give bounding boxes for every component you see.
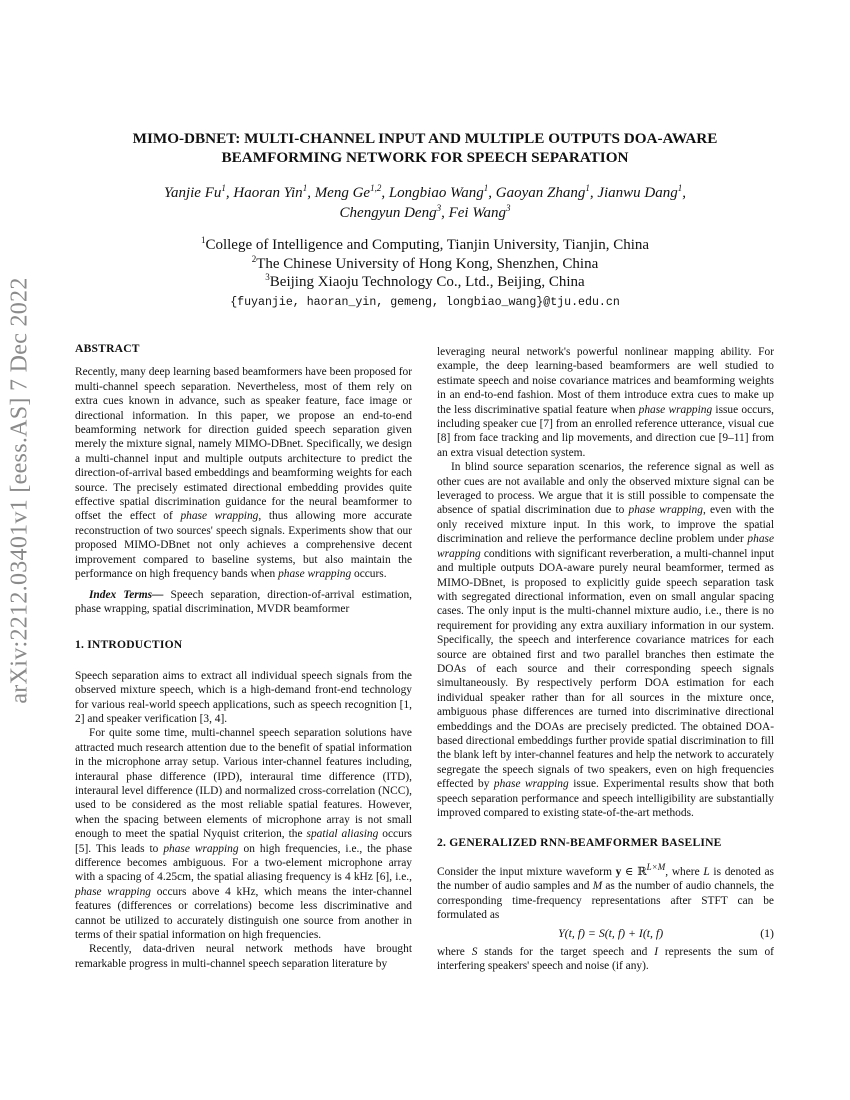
author-name: Haoran Yin [233,185,303,201]
intro-text: , even with the only received mixture input. In this work, to improve the spatial discrimination and relieve the performance decline problem under [437,504,775,546]
math-symbol: M [592,880,603,893]
equation-1-formula: Y(t, f) = S(t, f) + I(t, f) [558,926,664,941]
intro-paragraph-3-cont [437,345,774,460]
intro-text: In blind source separation scenarios, the reference signal as well as other cues are not available and only the observed mixture signal can be leveraged to process. We argue that it is still possible to compensate the absence of spatial discrimination due to [437,461,774,517]
author-sup: 1 [302,183,308,193]
author-email: {fuyanjie, haoran_yin, gemeng, longbiao_wang}@tju.edu.cn [230,295,620,309]
intro-em: spatial aliasing [306,828,379,841]
author-name: Longbiao Wang [388,185,484,201]
intro-paragraph-1: Speech separation aims to extract all individual speech signals from the observed mixture speech, which is a high-demand front-end technology for various real-world speech applications, such as speech recognition [1, 2] and speaker verification [3, 4]. [75,669,412,725]
abstract-em: phase wrapping [180,510,259,523]
intro-paragraph-3: Recently, data-driven neural network methods have brought remarkable progress in multi-channel speech separation literature by [75,943,412,970]
intro-paragraph-4 [437,460,774,820]
intro-text: on high frequencies, i.e., the phase difference becomes ambiguous. For a two-element microphone array with a spacing of 4.25cm, the spatial aliasing frequency is 4 kHz [6], i.e., [75,842,412,884]
intro-text: issue occurs, including speaker cue [7] from an enrolled reference utterance, visual cue [8] from face tracking and lip movements, and direction cue [9–11] from an extra visual detection system. [437,403,775,459]
right-column [437,345,774,974]
section2-paragraph-1 [437,862,774,923]
affil-sup: 2 [251,253,257,264]
index-terms-label: Index Terms— [89,588,164,601]
author-name: Chengyun Deng [339,205,437,221]
math-symbol: L [703,865,710,878]
intro-em: phase wrapping [493,778,569,791]
equation-1-number: (1) [760,926,774,941]
title-line-1: MIMO-DBNET: MULTI-CHANNEL INPUT AND MULTIPLE OUTPUTS DOA-AWARE [132,130,718,147]
equation-1 [437,926,774,940]
arxiv-stamp [3,276,37,704]
abstract-heading: ABSTRACT [75,342,140,355]
intro-em: phase wrapping [75,885,151,898]
affiliation-1 [60,236,790,255]
section2-text: represents the sum of interfering speakers' speech and noise (if any). [437,945,774,973]
author-name: Meng Ge [314,185,371,201]
author-list [60,183,790,223]
author-name: Fei Wang [448,205,506,221]
author-sup: 1,2 [370,183,382,193]
math-symbol: y [615,865,622,878]
intro-heading: 1. INTRODUCTION [75,638,183,652]
intro-em: phase wrapping [628,504,703,517]
author-sup: 1 [221,183,226,193]
abstract-em: phase wrapping [278,568,352,581]
affil-text: Beijing Xiaoju Technology Co., Ltd., Beijing, China [269,274,585,290]
author-name: Yanjie Fu [163,185,222,201]
author-line-1: Yanjie Fu$^1$, Haoran Yin$^1$, Meng Ge$^{1,2}$, Longbiao Wang$^1$, Gaoyan Zhang$^1$, Jianwu Dang$^1$, [163,183,686,201]
abstract-text: occurs. [351,568,387,581]
section2-text: stands for the target speech and [477,945,655,958]
section2-paragraph-2 [437,945,774,974]
abstract-body [75,365,412,581]
affil-sup: 3 [265,272,270,282]
intro-text: For quite some time, multi-channel speech separation solutions have attracted much research attention due to the benefit of spatial information in the microphone array setup. Various inter-channel features including, interaural phase difference (IPD), interaural time difference (ITD), interaural level difference (ILD) and normalized cross-correlation (NCC), used to be considered as the most reliable spatial features. However, when the spacing between elements of microphone array is not small enough to meet the spatial Nyquist criterion, the [75,727,412,841]
section2-text: Consider the input mixture waveform [437,865,616,878]
author-name: Jianwu Dang [597,185,678,201]
abstract-text: , thus allowing more accurate reconstruction of two sources' speech signals. Experiments show that our proposed MIMO-DBnet not only achieves a comprehensive decent improvement compared to baseline systems, but also maintain the performance on high frequency bands when [75,510,412,581]
author-sup: 1 [677,183,683,193]
intro-text: leveraging neural network's powerful nonlinear mapping ability. For example, the deep learning-based beamformers are well studied to estimate speech and noise covariance matrices and beamforming weights in an end-to-end fashion. Most of them introduce extra cues to make up the less discriminative spatial feature when [437,346,774,416]
author-sup: 3 [436,203,442,213]
math-symbol: S [471,945,478,958]
section2-text: as the number of audio channels, the corresponding time-frequency representations after STFT can be formulated as [437,880,774,922]
left-column [75,342,412,971]
section2-text: where [437,945,472,958]
section2-heading: 2. GENERALIZED RNN-BEAMFORMER BASELINE [437,836,722,850]
author-line-2: Chengyun Deng$^3$, Fei Wang$^3$ [339,203,511,221]
affil-text: The Chinese University of Hong Kong, Shenzhen, China [256,255,599,272]
author-name: Gaoyan Zhang [495,185,586,201]
intro-text: conditions with significant reverberation, a multi-channel input and multiple outputs DOA-aware purely neural beamformer, termed as MIMO-DBnet, is proposed to explicitly guide speech separation task with segregated directional information, even on small angular spacing cases. The only input is the multi-channel mixture audio, i.e., there is no requirement for providing any extra auxiliary information in our system. Specifically, the speech and interference covariance matrices for each source are obtained first and two parallel branches then estimate the DOAs of each source and their corresponding speech signals simultaneously. By respectively perform DOA estimation for each individual speaker rather than for all sources in the mixture once, ambiguous phase differences are turned into discriminative directional embeddings and the DOAs are precisely predicted. The obtained DOA-based directional embeddings further provide spatial discrimination to fill the blank left by inter-channel features and help the network to accurately segregate the speech signals of two speakers, even on high frequencies effected by [437,547,774,791]
author-sup: 1 [585,183,590,193]
affiliations [60,236,790,312]
math-sup: L×M [646,862,666,873]
intro-em: phase wrapping [638,403,713,416]
affil-text: College of Intelligence and Computing, Tianjin University, Tianjin, China [205,237,650,253]
intro-text: issue. Experimental results show that both speech separation performance and speech intelligibility are substantially improved compared to existing state-of-the-art methods. [437,778,774,819]
author-sup: 1 [483,183,489,193]
affiliation-2 [60,255,790,274]
intro-em: phase wrapping [163,842,239,855]
affil-sup: 1 [200,235,206,245]
affiliation-3 [60,273,790,292]
index-terms [75,588,412,617]
author-sup: 3 [505,203,511,213]
intro-em: phase wrapping [437,533,774,560]
arxiv-id: arXiv:2212.03401v1 [eess.AS] 7 Dec 2022 [6,276,33,704]
intro-text: occurs above 4 kHz, which means the inter-channel features (differences or correlations) become less discriminative and cannot be utilized to accurately distinguish one source from another in terms of their spatial information on high frequencies. [75,885,413,942]
intro-paragraph-2 [75,726,412,942]
abstract-text: Recently, many deep learning based beamformers have been proposed for multi-channel speech separation. Nevertheless, most of them rely on extra cues known in advance, such as speaker feature, face image or directional information. In this paper, we propose an end-to-end beamforming network for direction guided speech separation given merely the mixture signal, namely MIMO-DBnet. Specifically, we design a multi-channel input and multiple outputs architecture to predict the direction-of-arrival based embeddings and beamforming weights for each source. The precisely estimated directional embedding provides quite effective spatial discrimination guidance for the neural beamformer to offset the effect of [75,366,412,523]
section2-text: is denoted as the number of audio samples and [437,865,774,893]
index-terms-text: Speech separation, direction-of-arrival estimation, phase wrapping, spatial discrimination, MVDR beamformer [75,588,412,615]
math-symbol: I [654,945,658,958]
math-symbol: ∈ ℝ [621,865,647,878]
paper-title [60,129,790,167]
intro-text: occurs [5]. This leads to [75,828,412,855]
title-line-2: BEAMFORMING NETWORK FOR SPEECH SEPARATION [221,149,629,166]
section2-text: , where [665,865,704,878]
